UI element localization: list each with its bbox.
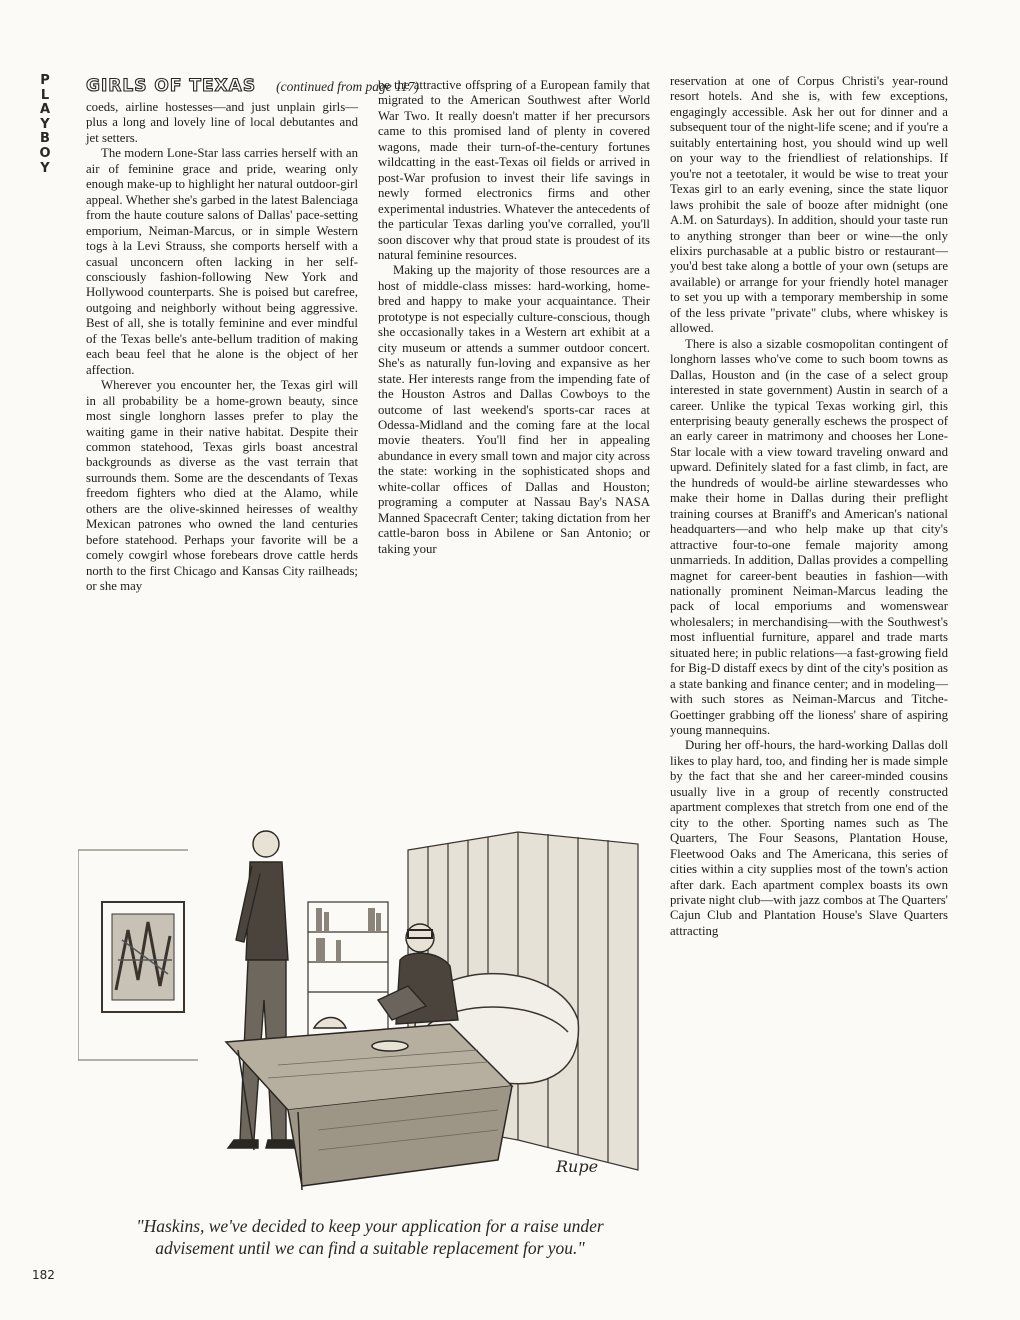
continued-note: (continued from page 117) [276,79,419,94]
text-column-3 [670,74,948,1286]
masthead-letter: A [39,102,51,118]
masthead-letter: Y [40,160,50,176]
text-column-2 [378,78,650,680]
paragraph: The modern Lone-Star lass carries herself with an air of feminine grace and pride, wearing only enough make-up to highlight her natural outdoor-girl appeal. Whether she's garbed in the latest Balenciaga from the haute couture salons of Dallas' pace-setting emporium, Neiman-Marcus, or in simple Western togs à la Levi Strauss, she comports herself with a casual unconcern often lacking in her self-consciously fashion-following New York and Hollywood counterparts. She is poised but carefree, outgoing and neighborly without being aggressive. Best of all, she is totally feminine and ever mindful of the Texas belle's ante-bellum tradition of making each beau feel that he alone is the object of her affection. [86,146,358,377]
desk [226,1018,512,1191]
page-number: 182 [32,1268,55,1282]
paragraph: reservation at one of Corpus Christi's year-round resort hotels. And she is, with few exceptions, engagingly accessible. Ask her out for dinner and a subsequent tour of the night-life scene; and if you're a suitably entertaining host, you should wind up well on your way to the friendliest of relationships. If you're not a teetotaler, it would be wise to treat your Texas girl to an early evening, since the state liquor laws prohibit the sale of booze after midnight (one A.M. on Saturdays). In addition, should your taste run to anything stronger than beer or wine—the only elixirs purchasable at a public bistro or restaurant—you'd best take along a bottle of your own (setups are available) or arrange for your friendly hotel manager to set you up with a temporary membership in some of the less private "private" clubs, where whiskey is allowed. [670,74,948,336]
cartoon-illustration [78,810,658,1210]
artist-signature: Rupe [556,1157,599,1176]
masthead-letter: P [40,73,50,88]
masthead-vertical [34,74,56,176]
paragraph: During her off-hours, the hard-working Dallas doll likes to play hard, too, and finding her is made simple by the fact that she and her career-minded cousins usually live in a group of recently constructed apartment complexes that stretch from one end of the city to the other. Sporting names such as The Quarters, The Four Seasons, Plantation House, Fleetwood Oaks and The Americana, this series of cities within a city supplies most of the town's action after dark. Each apartment complex boasts its own private night club—with jazz combos at The Quarters' Cajun Club and Plantation House's Slave Quarters attracting [670,738,948,938]
masthead-letter: Y [40,116,50,132]
paragraph: Wherever you encounter her, the Texas girl will in all probability be a home-grown beauty, since most single longhorn lasses prefer to play the waiting game in their native habitat. Despite their common statehood, Texas girls boast ancestral backgrounds as diverse as the vast terrain that surrounds them. Some are the descendants of Texas freedom fighters who died at the Alamo, while others are the olive-skinned heiresses of wealthy Mexican patrones who owned the land centuries before statehood. Perhaps your favorite will be a comely cowgirl whose forebears drove cattle herds north to the first Chicago and Kansas City railheads; or she may [86,378,358,594]
cartoon-caption: "Haskins, we've decided to keep your application for a raise under advisement until we can find a suitable replacement for you." [136,1216,604,1258]
framed-painting [102,902,184,1012]
paragraph: Making up the majority of those resources are a host of middle-class misses: hard-working, home-bred and happy to make your acquaintance. Their prototype is not especially culture-conscious, though she occasionally takes in a Western art exhibit at a city museum or attends a summer outdoor concert. She's as naturally fun-loving and expansive as her state. Her interests range from the impending fate of the Houston Astros and Dallas Cowboys to the outcome of last weekend's sports-car races at Odessa-Midland and the coming fare at the local movie theaters. You'll find her in appealing abundance in every small town and major city across the state: working in the sophisticated shops and white-collar offices of Dallas and Houston; programing a computer at Nassau Bay's NASA Manned Spacecraft Center; taking dictation from her cattle-baron boss in Abilene or San Antonio; or taking your [378,263,650,556]
masthead-letter: L [40,87,50,103]
masthead-letter: O [39,145,51,161]
paragraph: be the attractive offspring of a European family that migrated to the American Southwest after World War Two. It really doesn't matter if her precursors came to this promised land of plenty in covered wagons, made their turn-of-the-century fortunes wildcatting in the east-Texas oil fields or arrived in post-War profusion to invest their life savings in newly formed electronics firms and other experimental industries. Whatever the antecedents of the particular Texas darling you've corralled, you'll soon discover why that proud state is proudest of its natural feminine resources. [378,78,650,262]
continued-header [86,76,419,96]
text-column-1 [86,100,358,680]
section-title: GIRLS OF TEXAS [86,76,257,96]
paragraph: There is also a sizable cosmopolitan contingent of longhorn lasses who've come to such boom towns as Dallas, Houston and (in the case of a select group interested in state government) Austin in search of a career. Unlike the typical Texas working girl, this enterprising beauty generally eschews the prospect of an early career in matrimony and chooses her Lone-Star locale with a view toward traveling onward and upward. Definitely slated for a fast climb, in fact, are the hundreds of would-be airline stewardesses who make their home in Dallas during their preflight training courses at Braniff's and American's national headquarters—and who help make up that city's attractive four-to-one female majority among unmarrieds. In addition, Dallas provides a compelling magnet for career-bent beauties in fashion—with nationally prominent Neiman-Marcus leading the pack of local emporiums and womenswear wholesalers; in merchandising—with the Southwest's most influential furniture, apparel and trade marts situated here; in public relations—a fast-growing field for Big-D distaff execs by dint of the city's position as a state banking and finance center; and in modeling—with such stores as Neiman-Marcus and Titche-Goettinger grabbing off the lioness' share of aspiring young mannequins. [670,336,948,738]
paragraph: coeds, airline hostesses—and just unplain girls—plus a long and lovely line of local debutantes and jet setters. [86,100,358,145]
masthead-letter: B [40,131,50,147]
